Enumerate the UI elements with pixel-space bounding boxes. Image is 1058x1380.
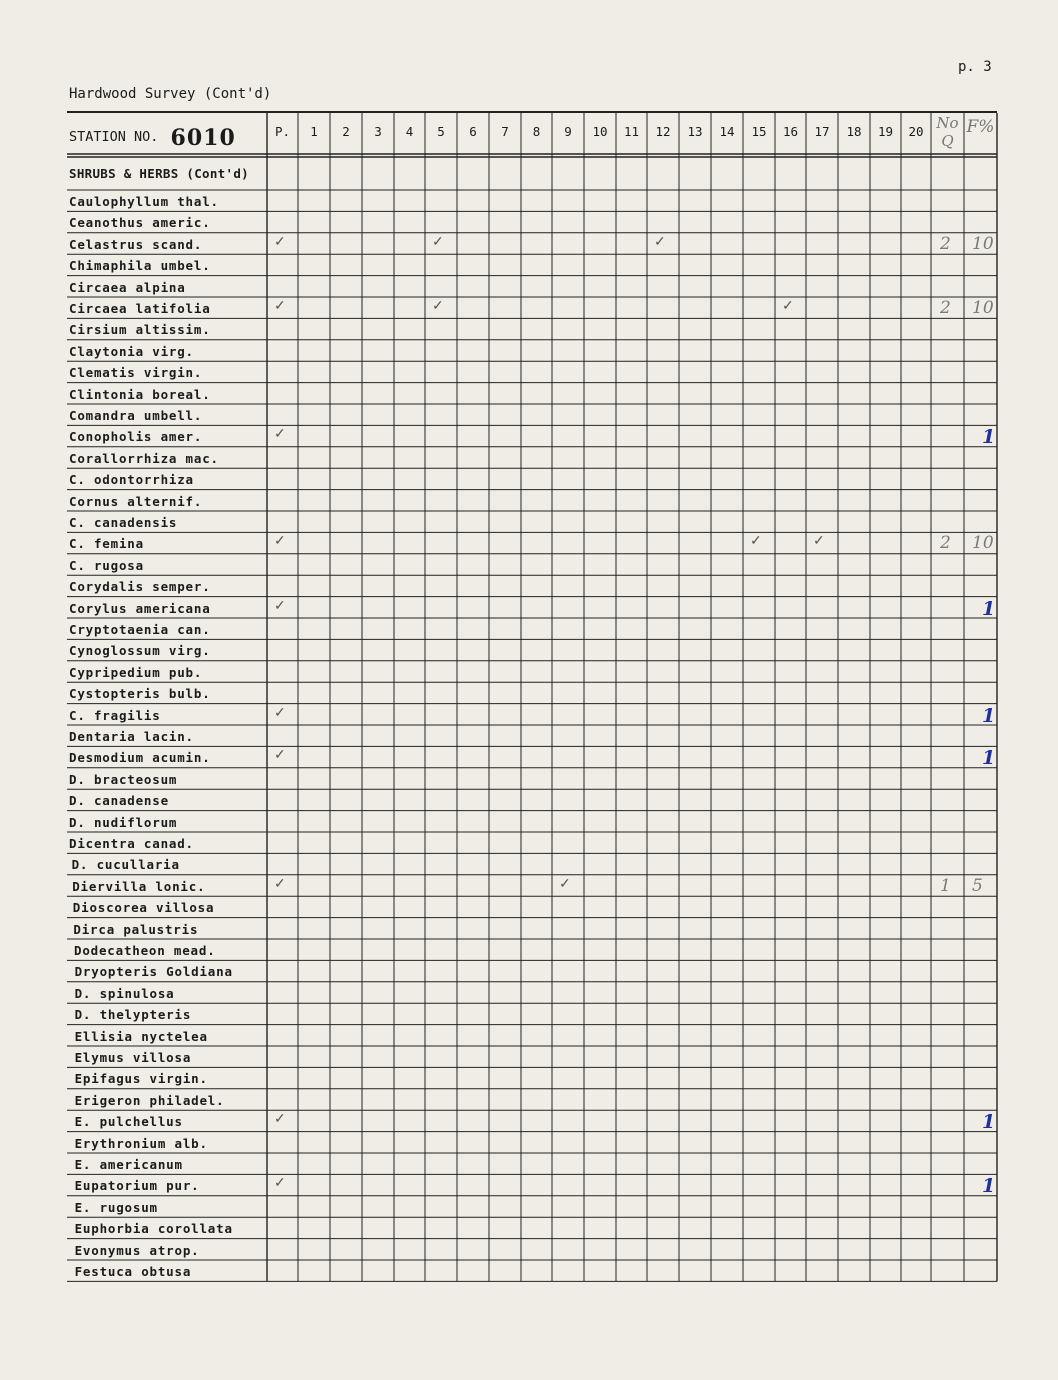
col-header-station-10: 10 xyxy=(592,124,608,139)
no-q-value: 1 xyxy=(940,875,951,896)
species-label: Cornus alternif. xyxy=(69,493,203,509)
species-label: C. femina xyxy=(69,536,144,552)
station-check-mark: ✓ xyxy=(813,533,825,550)
p-check-mark: ✓ xyxy=(274,597,286,614)
station-check-mark: ✓ xyxy=(782,298,794,314)
no-q-value: 2 xyxy=(940,298,951,318)
page-number: p. 3 xyxy=(958,59,992,75)
col-header-station-19: 19 xyxy=(877,124,894,139)
f-pct-value: 5 xyxy=(972,875,983,896)
species-label: Cypripedium pub. xyxy=(69,664,203,680)
p-check-mark: ✓ xyxy=(274,533,286,550)
col-header-station-17: 17 xyxy=(814,124,830,139)
species-label: Dioscorea villosa xyxy=(72,900,215,916)
col-header-station-3: 3 xyxy=(374,124,382,139)
species-label: Cryptotaenia can. xyxy=(69,622,211,637)
p-check-mark: ✓ xyxy=(274,1111,286,1128)
species-label: Dryopteris Goldiana xyxy=(74,964,233,980)
f-pct-blue-value: 1 xyxy=(982,747,996,770)
species-label: Ellisia nyctelea xyxy=(74,1028,208,1044)
species-label: Cirsium altissim. xyxy=(69,322,211,338)
station-header xyxy=(69,121,236,151)
col-header-no-q: No Q xyxy=(936,114,959,150)
f-pct-blue-value: 1 xyxy=(982,1175,996,1198)
species-label: Corydalis semper. xyxy=(69,579,211,595)
species-label: Desmodium acumin. xyxy=(69,750,211,766)
col-header-station-16: 16 xyxy=(782,124,799,139)
col-header-station-5: 5 xyxy=(437,124,445,139)
p-check-mark: ✓ xyxy=(274,704,286,721)
species-label: D. canadense xyxy=(69,793,169,809)
species-label: Dentaria lacin. xyxy=(69,729,194,744)
col-header-station-20: 20 xyxy=(908,124,924,139)
species-label: Dirca palustris xyxy=(73,921,199,937)
species-label: D. thelypteris xyxy=(74,1007,192,1023)
species-label: Erythronium alb. xyxy=(74,1135,208,1151)
col-header-station-6: 6 xyxy=(469,124,477,139)
station-check-mark: ✓ xyxy=(432,233,444,250)
col-header-station-18: 18 xyxy=(846,124,862,139)
document-title: Hardwood Survey (Cont'd) xyxy=(69,86,272,102)
f-pct-value: 10 xyxy=(972,298,994,318)
species-label: C. canadensis xyxy=(69,515,178,530)
col-header-station-4: 4 xyxy=(405,124,414,139)
species-label: Circaea alpina xyxy=(69,279,186,295)
species-label: E. rugosum xyxy=(74,1199,158,1215)
section-label: SHRUBS & HERBS (Cont'd) xyxy=(69,166,249,181)
species-label: D. spinulosa xyxy=(74,985,175,1001)
species-label: Corylus americana xyxy=(69,600,211,616)
no-q-value: 2 xyxy=(940,233,951,254)
col-header-station-12: 12 xyxy=(655,124,671,139)
col-header-p: P. xyxy=(274,124,291,139)
f-pct-value: 10 xyxy=(972,233,994,254)
f-pct-value: 10 xyxy=(972,533,994,554)
species-label: Diervilla lonic. xyxy=(72,878,206,894)
species-label: Euphorbia corollata xyxy=(74,1221,233,1237)
col-header-station-13: 13 xyxy=(687,124,703,139)
station-number: 6010 xyxy=(170,125,236,151)
species-label: Celastrus scand. xyxy=(69,236,203,252)
f-pct-blue-value: 1 xyxy=(982,704,996,727)
col-header-station-7: 7 xyxy=(501,124,509,139)
p-check-mark: ✓ xyxy=(274,426,286,443)
station-check-mark: ✓ xyxy=(750,533,762,550)
no-q-value: 2 xyxy=(940,533,951,554)
col-header-station-14: 14 xyxy=(719,124,735,139)
species-label: E. americanum xyxy=(74,1157,183,1172)
species-label: Dicentra canad. xyxy=(69,836,194,851)
col-header-station-2: 2 xyxy=(342,124,350,139)
p-check-mark: ✓ xyxy=(274,875,286,892)
species-label: Epifagus virgin. xyxy=(74,1071,208,1087)
station-check-mark: ✓ xyxy=(432,298,444,314)
species-label: Chimaphila umbel. xyxy=(69,258,211,274)
p-check-mark: ✓ xyxy=(274,233,286,250)
col-header-station-9: 9 xyxy=(564,124,572,139)
species-label: Cynoglossum virg. xyxy=(69,643,211,659)
species-label: Clintonia boreal. xyxy=(69,386,211,402)
species-label: Circaea latifolia xyxy=(69,301,211,316)
species-label: Erigeron philadel. xyxy=(74,1092,225,1108)
species-label: C. fragilis xyxy=(69,707,161,723)
species-label: Clematis virgin. xyxy=(69,365,203,381)
species-label: Claytonia virg. xyxy=(69,343,194,359)
col-header-station-15: 15 xyxy=(751,124,767,139)
species-label: Ceanothus americ. xyxy=(69,215,211,231)
species-label: Evonymus atrop. xyxy=(74,1242,200,1258)
f-pct-blue-value: 1 xyxy=(982,597,996,620)
species-label: Corallorrhiza mac. xyxy=(69,450,219,466)
species-label: Caulophyllum thal. xyxy=(69,194,219,209)
species-label: D. bracteosum xyxy=(69,771,178,787)
p-check-mark: ✓ xyxy=(274,747,286,764)
station-check-mark: ✓ xyxy=(559,875,571,892)
p-check-mark: ✓ xyxy=(274,1175,286,1192)
species-label: Elymus villosa xyxy=(74,1050,192,1065)
species-label: D. cucullaria xyxy=(71,857,180,873)
species-label: Dodecatheon mead. xyxy=(74,943,216,958)
f-pct-blue-value: 1 xyxy=(982,1111,996,1134)
station-check-mark: ✓ xyxy=(654,233,666,250)
species-label: Conopholis amer. xyxy=(69,429,203,445)
col-header-station-11: 11 xyxy=(623,124,640,139)
f-pct-blue-value: 1 xyxy=(982,426,996,449)
species-label: Comandra umbell. xyxy=(69,408,203,423)
station-label: STATION NO. xyxy=(69,129,159,145)
species-label: E. pulchellus xyxy=(74,1114,183,1130)
col-header-f-pct: F% xyxy=(966,117,995,137)
species-label: Cystopteris bulb. xyxy=(69,686,211,702)
p-check-mark: ✓ xyxy=(274,298,286,314)
col-header-station-1: 1 xyxy=(310,124,318,139)
species-label: Eupatorium pur. xyxy=(74,1178,200,1194)
species-label: Festuca obtusa xyxy=(74,1264,192,1279)
species-label: D. nudiflorum xyxy=(69,814,178,830)
col-header-station-8: 8 xyxy=(532,124,541,139)
species-label: C. odontorrhiza xyxy=(69,472,194,488)
species-label: C. rugosa xyxy=(69,557,144,573)
